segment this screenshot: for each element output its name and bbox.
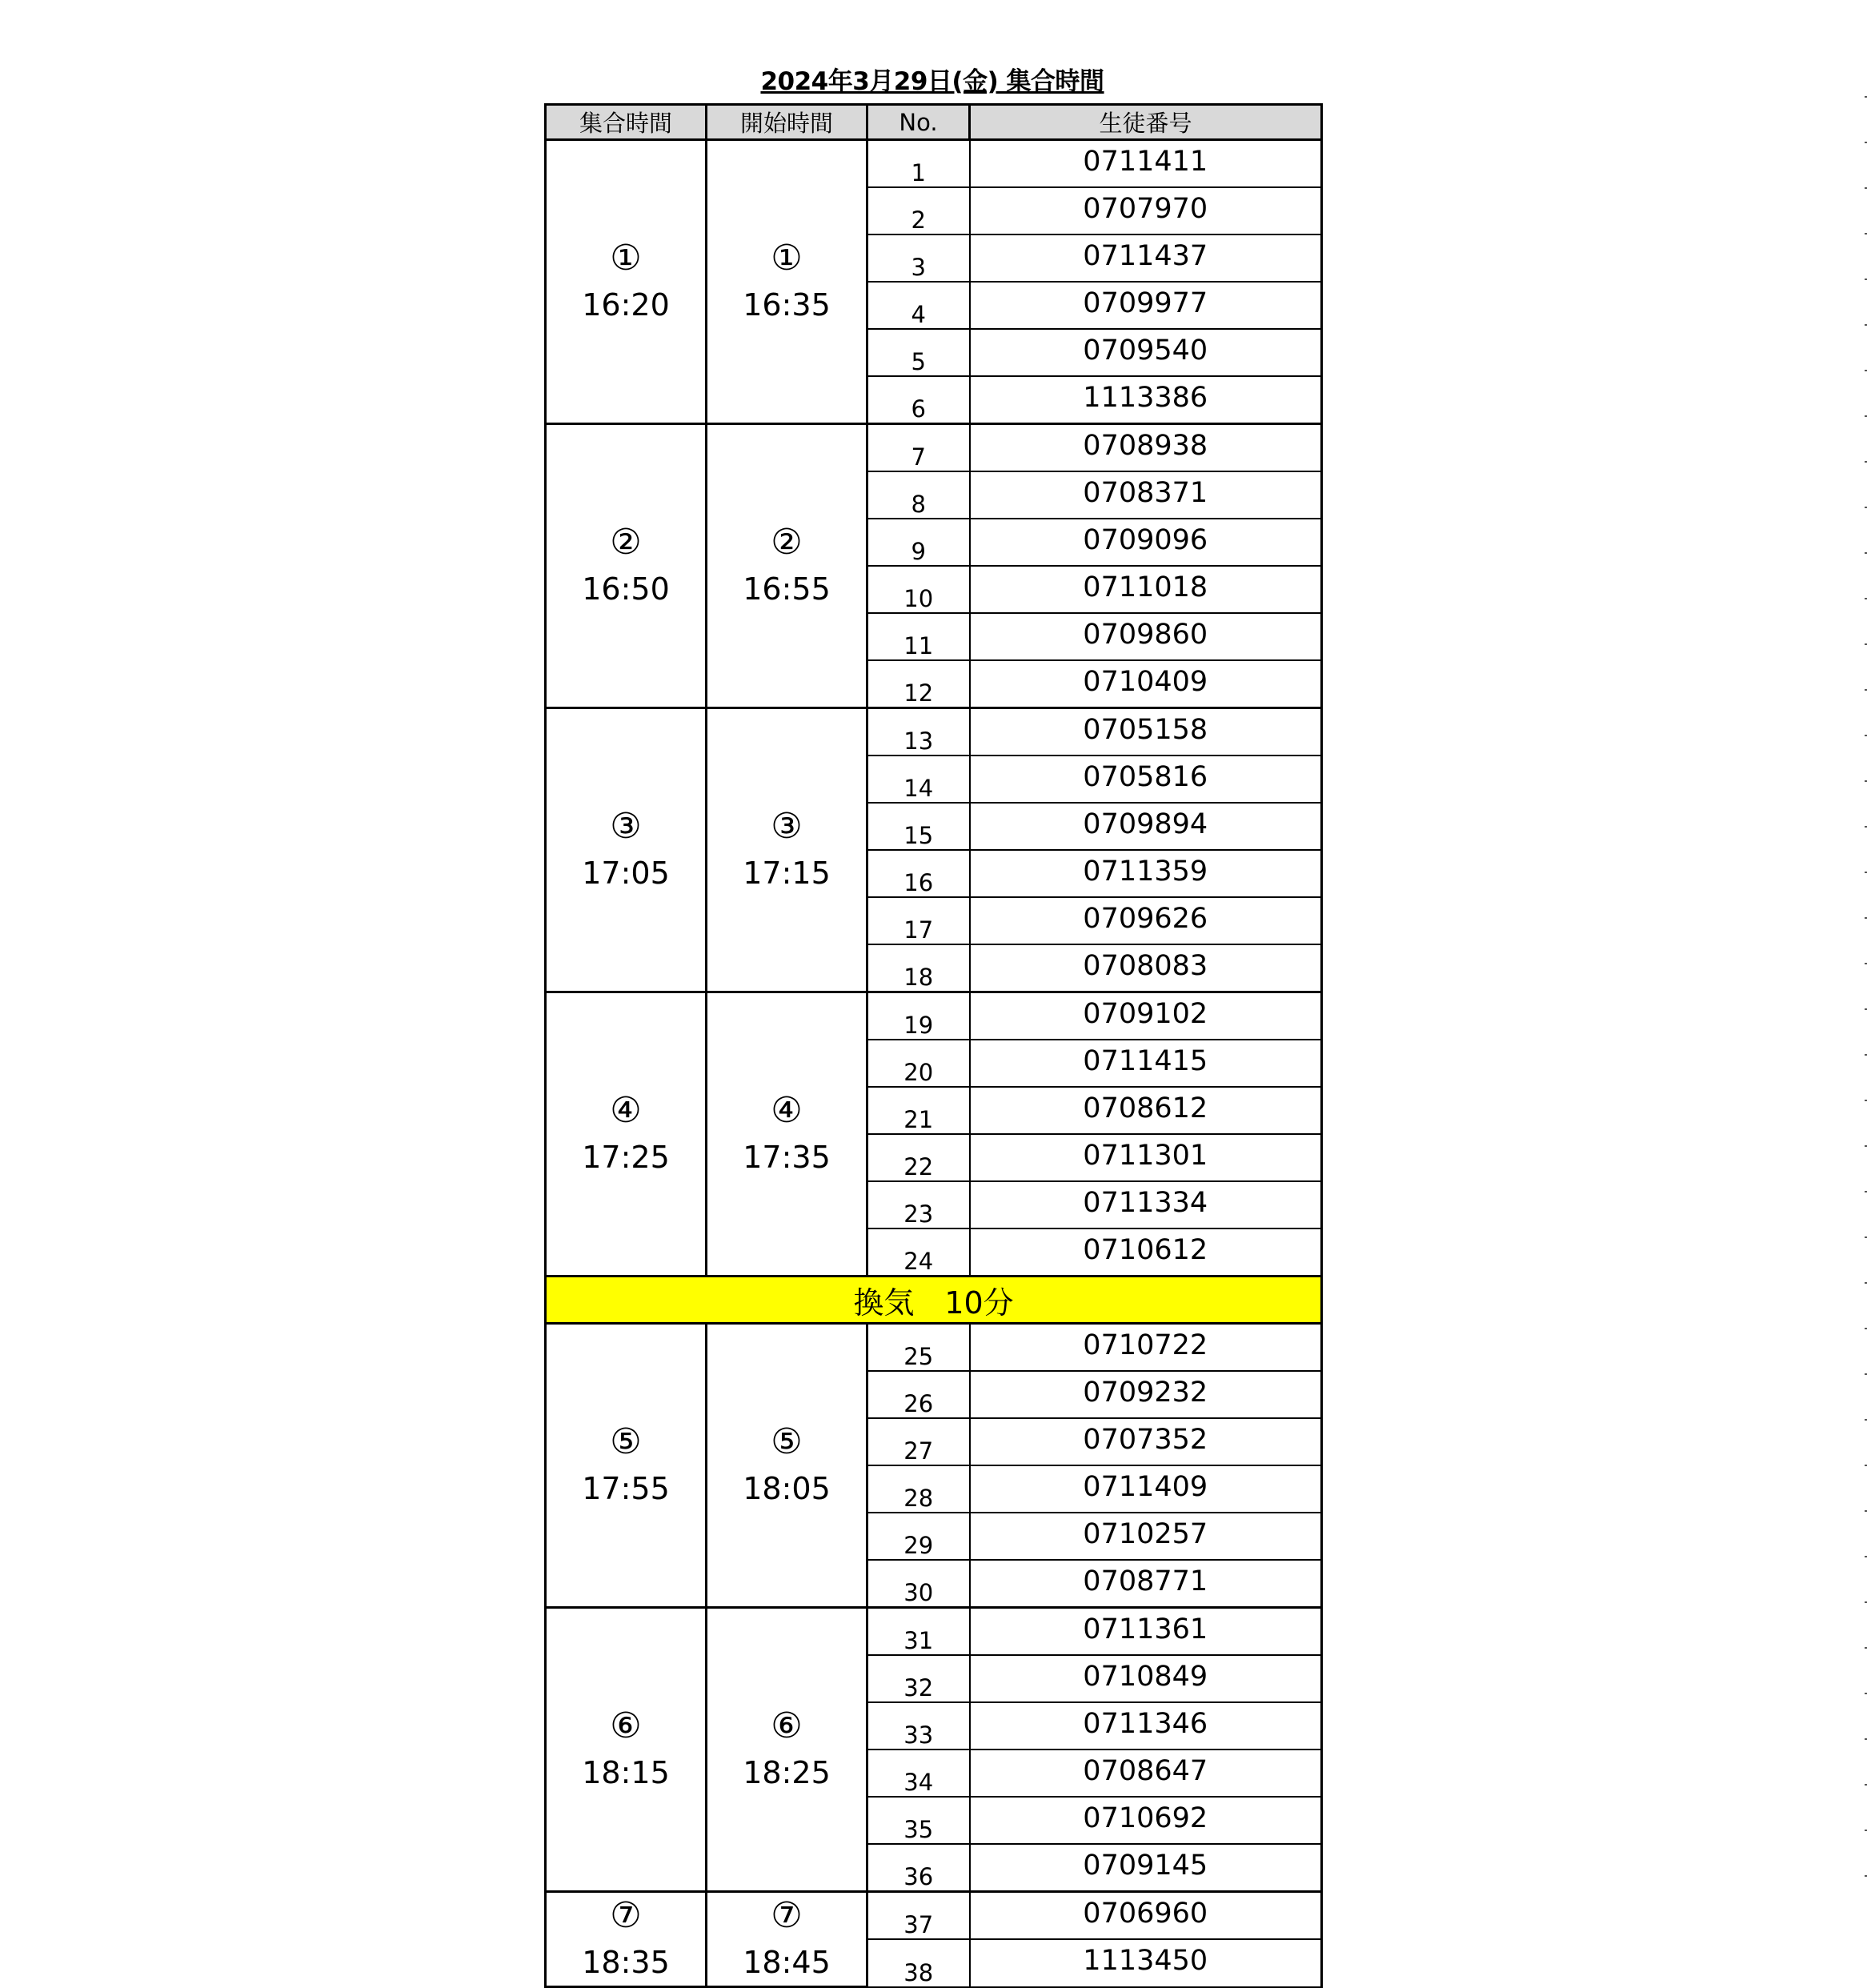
- row-number: 9: [867, 519, 970, 566]
- row-number: 29: [867, 1513, 970, 1560]
- group-mark: ⑦: [771, 1895, 803, 1936]
- student-number: 0711411: [970, 140, 1322, 188]
- row-number: 24: [867, 1228, 970, 1277]
- student-number: 0709894: [970, 803, 1322, 850]
- group-mark: ②: [771, 522, 803, 563]
- schedule-table: [544, 103, 1323, 1988]
- row-number: 28: [867, 1465, 970, 1513]
- row-number: 33: [867, 1702, 970, 1750]
- group-mark: ③: [771, 806, 803, 847]
- group-mark: ④: [610, 1090, 642, 1131]
- row-number: 16: [867, 850, 970, 897]
- start-time-value: 17:15: [743, 856, 831, 891]
- row-number: 34: [867, 1750, 970, 1797]
- group-mark: ④: [771, 1090, 803, 1131]
- group-mark: ⑥: [610, 1705, 642, 1746]
- group-mark: ③: [610, 806, 642, 847]
- row-number: 22: [867, 1134, 970, 1181]
- row-number: 21: [867, 1087, 970, 1134]
- row-number: 4: [867, 282, 970, 329]
- student-number: 0711409: [970, 1465, 1322, 1513]
- row-number: 32: [867, 1655, 970, 1702]
- row-number: 37: [867, 1892, 970, 1940]
- row-number: 7: [867, 424, 970, 472]
- student-number: 0708938: [970, 424, 1322, 472]
- student-number: 0708647: [970, 1750, 1322, 1797]
- start-time-value: 16:35: [743, 287, 831, 323]
- student-number: 0709145: [970, 1844, 1322, 1892]
- row-number: 6: [867, 376, 970, 424]
- student-number: 0711415: [970, 1040, 1322, 1087]
- table-row: [546, 1608, 1322, 1656]
- row-number: 17: [867, 897, 970, 944]
- row-number: 13: [867, 708, 970, 756]
- start-time-value: 17:35: [743, 1140, 831, 1175]
- student-number: 0710692: [970, 1797, 1322, 1844]
- break-label: 換気 10分: [546, 1277, 1322, 1324]
- gather-time: [546, 1892, 707, 1987]
- gather-time-value: 17:05: [582, 856, 670, 891]
- row-number: 3: [867, 234, 970, 282]
- gather-time: [546, 992, 707, 1277]
- group-mark: ⑦: [610, 1895, 642, 1936]
- start-time-value: 18:25: [743, 1755, 831, 1790]
- student-number: 0708371: [970, 471, 1322, 519]
- student-number: 0708083: [970, 944, 1322, 992]
- student-number: 1113450: [970, 1939, 1322, 1986]
- table-row: [546, 992, 1322, 1040]
- student-number: 0708612: [970, 1087, 1322, 1134]
- student-number: 0711018: [970, 566, 1322, 613]
- student-number: 0709102: [970, 992, 1322, 1040]
- student-number: 0711361: [970, 1608, 1322, 1656]
- page-title: 2024年3月29日(金) 集合時間: [760, 67, 1104, 96]
- start-time: [707, 992, 867, 1277]
- row-number: 36: [867, 1844, 970, 1892]
- student-number: 0709977: [970, 282, 1322, 329]
- header-student-number: 生徒番号: [970, 105, 1322, 140]
- student-number: 0710722: [970, 1324, 1322, 1372]
- start-time: [707, 708, 867, 992]
- start-time: [707, 424, 867, 708]
- row-number: 35: [867, 1797, 970, 1844]
- row-number: 11: [867, 613, 970, 660]
- row-number: 12: [867, 660, 970, 708]
- student-number: 1113386: [970, 376, 1322, 424]
- gather-time: [546, 1324, 707, 1608]
- row-number: 14: [867, 756, 970, 803]
- student-number: 0710257: [970, 1513, 1322, 1560]
- row-number: 38: [867, 1939, 970, 1986]
- row-number: 31: [867, 1608, 970, 1656]
- row-number: 27: [867, 1418, 970, 1465]
- page-edge-marks: [1862, 96, 1867, 1937]
- row-number: 15: [867, 803, 970, 850]
- gather-time: [546, 708, 707, 992]
- table-row: [546, 1324, 1322, 1372]
- start-time: [707, 1324, 867, 1608]
- row-number: 10: [867, 566, 970, 613]
- student-number: 0707970: [970, 187, 1322, 234]
- student-number: 0710409: [970, 660, 1322, 708]
- gather-time-value: 16:20: [582, 287, 670, 323]
- student-number: 0707352: [970, 1418, 1322, 1465]
- row-number: 25: [867, 1324, 970, 1372]
- header-start-time: 開始時間: [707, 105, 867, 140]
- table-row: [546, 1892, 1322, 1940]
- student-number: 0711301: [970, 1134, 1322, 1181]
- student-number: 0709860: [970, 613, 1322, 660]
- student-number: 0709096: [970, 519, 1322, 566]
- table-row: [546, 708, 1322, 756]
- start-time: [707, 1892, 867, 1987]
- row-number: 19: [867, 992, 970, 1040]
- student-number: 0709540: [970, 329, 1322, 376]
- start-time-value: 16:55: [743, 571, 831, 607]
- student-number: 0709232: [970, 1371, 1322, 1418]
- row-number: 20: [867, 1040, 970, 1087]
- gather-time: [546, 424, 707, 708]
- group-mark: ①: [610, 238, 642, 279]
- break-row: [546, 1277, 1322, 1324]
- student-number: 0710849: [970, 1655, 1322, 1702]
- gather-time-value: 17:55: [582, 1471, 670, 1506]
- student-number: 0706960: [970, 1892, 1322, 1940]
- group-mark: ①: [771, 238, 803, 279]
- gather-time-value: 17:25: [582, 1140, 670, 1175]
- group-mark: ⑤: [610, 1421, 642, 1462]
- gather-time-value: 18:35: [582, 1945, 670, 1980]
- start-time: [707, 1608, 867, 1892]
- start-time-value: 18:05: [743, 1471, 831, 1506]
- schedule-body: [546, 140, 1322, 1987]
- student-number: 0711334: [970, 1181, 1322, 1228]
- header-gather-time: 集合時間: [546, 105, 707, 140]
- student-number: 0711359: [970, 850, 1322, 897]
- table-row: [546, 424, 1322, 472]
- start-time: [707, 140, 867, 424]
- student-number: 0708771: [970, 1560, 1322, 1608]
- student-number: 0711346: [970, 1702, 1322, 1750]
- row-number: 18: [867, 944, 970, 992]
- header-no: No.: [867, 105, 970, 140]
- row-number: 5: [867, 329, 970, 376]
- student-number: 0709626: [970, 897, 1322, 944]
- row-number: 26: [867, 1371, 970, 1418]
- row-number: 8: [867, 471, 970, 519]
- gather-time-value: 18:15: [582, 1755, 670, 1790]
- header-row: [546, 105, 1322, 140]
- row-number: 2: [867, 187, 970, 234]
- gather-time: [546, 140, 707, 424]
- row-number: 23: [867, 1181, 970, 1228]
- student-number: 0705816: [970, 756, 1322, 803]
- student-number: 0710612: [970, 1228, 1322, 1277]
- group-mark: ⑤: [771, 1421, 803, 1462]
- gather-time: [546, 1608, 707, 1892]
- start-time-value: 18:45: [743, 1945, 831, 1980]
- row-number: 1: [867, 140, 970, 188]
- student-number: 0705158: [970, 708, 1322, 756]
- gather-time-value: 16:50: [582, 571, 670, 607]
- table-row: [546, 140, 1322, 188]
- group-mark: ⑥: [771, 1705, 803, 1746]
- row-number: 30: [867, 1560, 970, 1608]
- group-mark: ②: [610, 522, 642, 563]
- student-number: 0711437: [970, 234, 1322, 282]
